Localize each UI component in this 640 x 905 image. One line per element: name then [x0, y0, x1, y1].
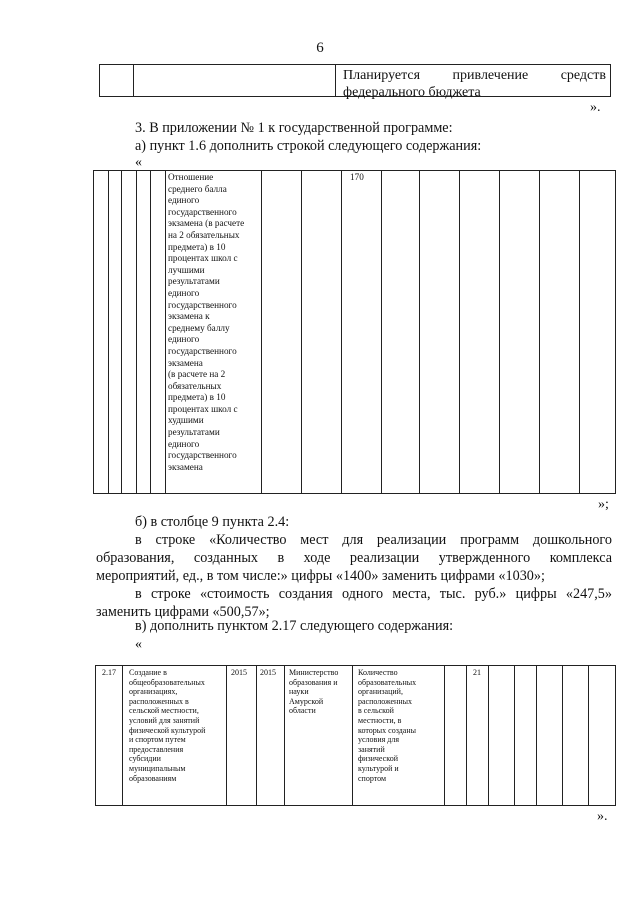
table-divider — [562, 666, 563, 805]
item-b-text: б) в столбце 9 пункта 2.4: — [135, 514, 290, 530]
item-c-text: в) дополнить пунктом 2.17 следующего содержания: — [135, 618, 454, 634]
text-line: экзамена — [168, 461, 203, 472]
text-line: худшими — [168, 415, 204, 426]
table-divider — [341, 171, 342, 493]
text-line: условий для занятий — [129, 715, 200, 725]
text-line: субсидии — [129, 754, 161, 764]
text-line: обязательных — [168, 380, 222, 391]
indicator-value: 170 — [350, 172, 364, 182]
text-line: культурой и — [358, 763, 399, 773]
table-divider — [133, 65, 134, 96]
table-divider — [256, 666, 257, 805]
table-divider — [136, 171, 137, 493]
text-line: государственного — [168, 450, 237, 461]
indicator-table — [93, 170, 616, 494]
text-line: образовательных — [358, 677, 417, 687]
text-line: единого — [168, 195, 200, 206]
table-divider — [335, 65, 336, 96]
text-line: расположенных в — [129, 696, 189, 706]
table-divider — [536, 666, 537, 805]
text-line: лучшими — [168, 264, 205, 275]
text-line: в строке «стоимость создания одного места, тыс. руб.» цифры «247,5» — [135, 586, 612, 602]
text-line: муниципальным — [129, 763, 186, 773]
indicator-cell — [168, 172, 260, 473]
word: средств — [560, 68, 606, 83]
year-start: 2015 — [231, 668, 247, 677]
word: Планируется — [343, 68, 421, 83]
table-divider — [381, 171, 382, 493]
closing-quote: ». — [597, 809, 608, 824]
closing-quote: »; — [598, 497, 609, 512]
executor-cell — [289, 668, 351, 716]
text-line: и спортом путем — [129, 735, 186, 745]
text-line: среднего балла — [168, 183, 227, 194]
funding-note-line1 — [343, 67, 606, 84]
text-line: Создание в — [129, 668, 167, 677]
activity-cell — [129, 668, 225, 783]
table-divider — [488, 666, 489, 805]
item-b-paragraph-1 — [96, 531, 612, 585]
table-divider — [444, 666, 445, 805]
table-divider — [459, 171, 460, 493]
indicator-cell — [358, 668, 443, 783]
text-line: физической культурой — [129, 725, 206, 735]
text-line: предмета) в 10 — [168, 241, 226, 252]
table-divider — [261, 171, 262, 493]
text-line: экзамена — [168, 357, 203, 368]
table-divider — [579, 171, 580, 493]
text-line: Количество — [358, 668, 398, 677]
table-divider — [588, 666, 589, 805]
table-divider — [539, 171, 540, 493]
text-line: государственного — [168, 345, 237, 356]
table-divider — [226, 666, 227, 805]
table-divider — [466, 666, 467, 805]
text-line: организаций, — [358, 687, 403, 697]
text-line: расположенных — [358, 696, 412, 706]
year-end: 2015 — [260, 668, 276, 677]
text-line: в строке «Количество мест для реализации программ дошкольного — [135, 532, 612, 548]
closing-quote: ». — [590, 100, 601, 115]
row-number: 2.17 — [102, 668, 116, 677]
text-line: Отношение — [168, 172, 214, 182]
word: привлечение — [452, 68, 529, 83]
opening-quote: « — [135, 637, 142, 652]
text-line: в сельской — [358, 706, 394, 716]
table-divider — [121, 171, 122, 493]
table-divider — [419, 171, 420, 493]
text-line: предмета) в 10 — [168, 392, 226, 403]
text-line: мероприятий, ед., в том числе:» цифры «1400» заменить цифрами «1030»; — [96, 568, 545, 584]
text-line: физической — [358, 754, 398, 764]
text-line: спортом — [358, 773, 387, 783]
opening-quote: « — [135, 155, 142, 170]
table-divider — [165, 171, 166, 493]
indicator-value: 21 — [473, 668, 481, 677]
text-line: среднему баллу — [168, 322, 230, 333]
table-divider — [301, 171, 302, 493]
page-number: 6 — [316, 40, 324, 56]
text-line: результатами — [168, 276, 220, 287]
text-line: экзамена (в расчете — [168, 218, 245, 229]
table-divider — [122, 666, 123, 805]
text-line: образованиям — [129, 773, 177, 783]
text-line: государственного — [168, 299, 237, 310]
text-line: образования и — [289, 677, 338, 687]
text-line: единого — [168, 334, 200, 345]
table-divider — [352, 666, 353, 805]
table-divider — [499, 171, 500, 493]
text-line: государственного — [168, 206, 237, 217]
text-line: образования, созданных в ходе реализации утвержденного комплекса — [96, 550, 612, 566]
text-line: предоставления — [129, 744, 184, 754]
top-table-fragment — [99, 64, 611, 100]
text-line: которых созданы — [358, 725, 416, 735]
text-line: процентах школ с — [168, 253, 238, 264]
item-a-text: а) пункт 1.6 дополнить строкой следующего содержания: — [135, 138, 482, 154]
text-line: Амурской — [289, 696, 324, 706]
text-line: организациях, — [129, 687, 178, 697]
funding-note-line2: федерального бюджета — [343, 85, 481, 100]
text-line: общеобразовательных — [129, 677, 205, 687]
text-line: единого — [168, 438, 200, 449]
text-line: процентах школ с — [168, 403, 238, 414]
text-line: результатами — [168, 427, 220, 438]
section-heading: 3. В приложении № 1 к государственной программе: — [135, 120, 453, 136]
text-line: занятий — [358, 744, 385, 754]
text-line: заменить цифрами «500,57»; — [96, 604, 270, 620]
text-line: на 2 обязательных — [168, 229, 240, 240]
text-line: экзамена к — [168, 311, 210, 322]
item-b-paragraph-2 — [96, 585, 612, 621]
text-line: Министерство — [289, 668, 339, 677]
table-divider — [108, 171, 109, 493]
table-divider — [284, 666, 285, 805]
text-line: местности, в — [358, 715, 402, 725]
table-divider — [514, 666, 515, 805]
funding-note — [343, 67, 606, 101]
text-line: условия для — [358, 735, 400, 745]
text-line: (в расчете на 2 — [168, 369, 226, 380]
text-line: сельской местности, — [129, 706, 199, 716]
table-divider — [150, 171, 151, 493]
text-line: единого — [168, 287, 200, 298]
activity-table — [95, 665, 616, 806]
text-line: области — [289, 706, 316, 716]
text-line: науки — [289, 687, 309, 697]
